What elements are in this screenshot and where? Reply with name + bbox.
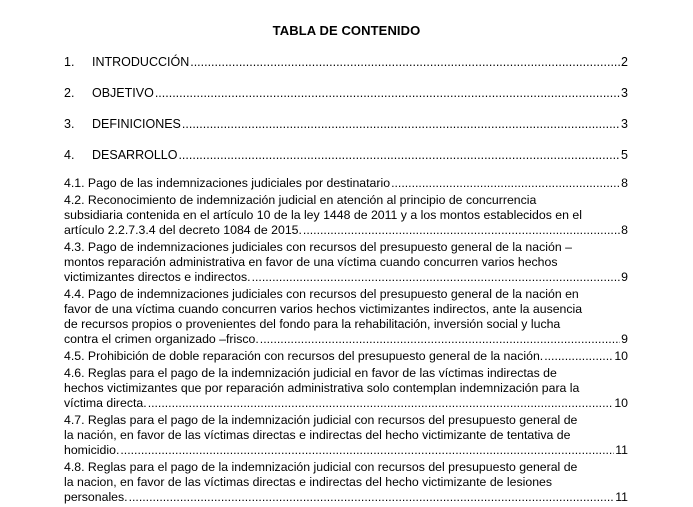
- dot-leader: [178, 148, 620, 162]
- toc-entry-introduccion[interactable]: [64, 55, 628, 71]
- toc-subentry-text: hechos victimizantes que por reparación administrativa solo contemplan indemnización para la: [64, 381, 580, 395]
- toc-subentry-page: 9: [621, 332, 628, 346]
- toc-entry-label: DEFINICIONES: [92, 117, 181, 131]
- toc-entry-number: 3.: [64, 117, 75, 131]
- toc-entry-objetivo[interactable]: [64, 86, 628, 102]
- dot-leader: [182, 117, 620, 131]
- toc-subentry-text: artículo 2.2.7.3.4 del decreto 1084 de 2015.: [64, 223, 302, 237]
- toc-subentry-4-8[interactable]: [64, 460, 628, 505]
- toc-entry-label: OBJETIVO: [92, 86, 154, 100]
- toc-entry-number: 2.: [64, 86, 75, 100]
- dot-leader: [190, 55, 620, 69]
- toc-subentry-text: 4.4. Pago de indemnizaciones judiciales con recursos del presupuesto general de la nación en: [64, 287, 579, 301]
- toc-subentry-text: contra el crimen organizado –frisco.: [64, 332, 259, 346]
- dot-leader: [120, 443, 614, 458]
- toc-subentry-4-5[interactable]: [64, 349, 628, 364]
- toc-subentry-text: 4.7. Reglas para el pago de la indemnización judicial con recursos del presupuesto general de: [64, 413, 578, 427]
- toc-subentry-text: 4.8. Reglas para el pago de la indemnización judicial con recursos del presupuesto general de: [64, 460, 578, 474]
- toc-title: TABLA DE CONTENIDO: [272, 23, 421, 38]
- toc-subentry-text: homicidio.: [64, 443, 120, 457]
- toc-subentry-text: víctima directa.: [64, 396, 147, 410]
- dot-leader: [260, 332, 620, 347]
- toc-subentry-4-6[interactable]: [64, 366, 628, 411]
- toc-subentry-text: victimizantes directos e indirectos.: [64, 270, 251, 284]
- toc-subentry-page: 10: [614, 349, 628, 363]
- toc-entry-page: 3: [621, 86, 628, 100]
- dot-leader: [303, 223, 620, 238]
- toc-subentry-text: 4.2. Reconocimiento de indemnización judicial en atención al principio de concurrencia: [64, 193, 537, 207]
- dot-leader: [544, 349, 613, 364]
- toc-subentry-page: 11: [615, 490, 628, 504]
- toc-subentry-page: 11: [615, 443, 628, 457]
- toc-subentry-4-2[interactable]: [64, 193, 628, 238]
- toc-subsections: [64, 176, 628, 507]
- toc-subentry-text: la nacion, en favor de las víctimas directas e indirectas del hecho victimizante de lesiones: [64, 475, 553, 489]
- dot-leader: [391, 176, 620, 191]
- toc-subentry-text: de recursos propios o provenientes del fondo para la rehabilitación, inversión social y lucha: [64, 317, 561, 331]
- dot-leader: [155, 86, 620, 100]
- toc-entry-label: DESARROLLO: [92, 148, 178, 162]
- toc-subentry-text: favor de una víctima cuando concurren varios hechos victimizantes indirectos, ante la ausencia: [64, 302, 583, 316]
- toc-subentry-page: 8: [621, 176, 628, 190]
- toc-entry-number: 1.: [64, 55, 75, 69]
- toc-subentry-text: montos reparación administrativa en favor de una víctima cuando concurren varios hechos: [64, 255, 558, 269]
- toc-subentry-text: la nación, en favor de las víctimas directas e indirectas del hecho victimizante de tentativa de: [64, 428, 571, 442]
- toc-subentry-text: 4.5. Prohibición de doble reparación con recursos del presupuesto general de la nación.: [64, 349, 544, 363]
- toc-entry-page: 2: [621, 55, 628, 69]
- toc-subentry-text: 4.1. Pago de las indemnizaciones judiciales por destinatario: [64, 176, 391, 190]
- toc-entry-definiciones[interactable]: [64, 117, 628, 133]
- toc-subentry-page: 9: [621, 270, 628, 284]
- toc-entry-desarrollo[interactable]: [64, 148, 628, 164]
- toc-subentry-text: personales.: [64, 490, 128, 504]
- toc-subentry-text: 4.6. Reglas para el pago de la indemnización judicial en favor de las víctimas indirectas de: [64, 366, 557, 380]
- toc-entry-page: 5: [621, 148, 628, 162]
- toc-entry-page: 3: [621, 117, 628, 131]
- toc-subentry-page: 10: [614, 396, 628, 410]
- toc-subentry-4-3[interactable]: [64, 240, 628, 285]
- toc-subentry-4-7[interactable]: [64, 413, 628, 458]
- toc-entry-label: INTRODUCCIÓN: [92, 55, 190, 69]
- toc-subentry-text: 4.3. Pago de indemnizaciones judiciales con recursos del presupuesto general de la nación –: [64, 240, 572, 254]
- toc-subentry-page: 8: [621, 223, 628, 237]
- toc-subentry-text: subsidiaria contenida en el artículo 10 de la ley 1448 de 2011 y a los montos establecidos en el: [64, 208, 582, 222]
- toc-entry-number: 4.: [64, 148, 75, 162]
- dot-leader: [252, 270, 621, 285]
- dot-leader: [129, 490, 615, 505]
- toc-subentry-4-1[interactable]: [64, 176, 628, 191]
- dot-leader: [148, 396, 614, 411]
- toc-subentry-4-4[interactable]: [64, 287, 628, 347]
